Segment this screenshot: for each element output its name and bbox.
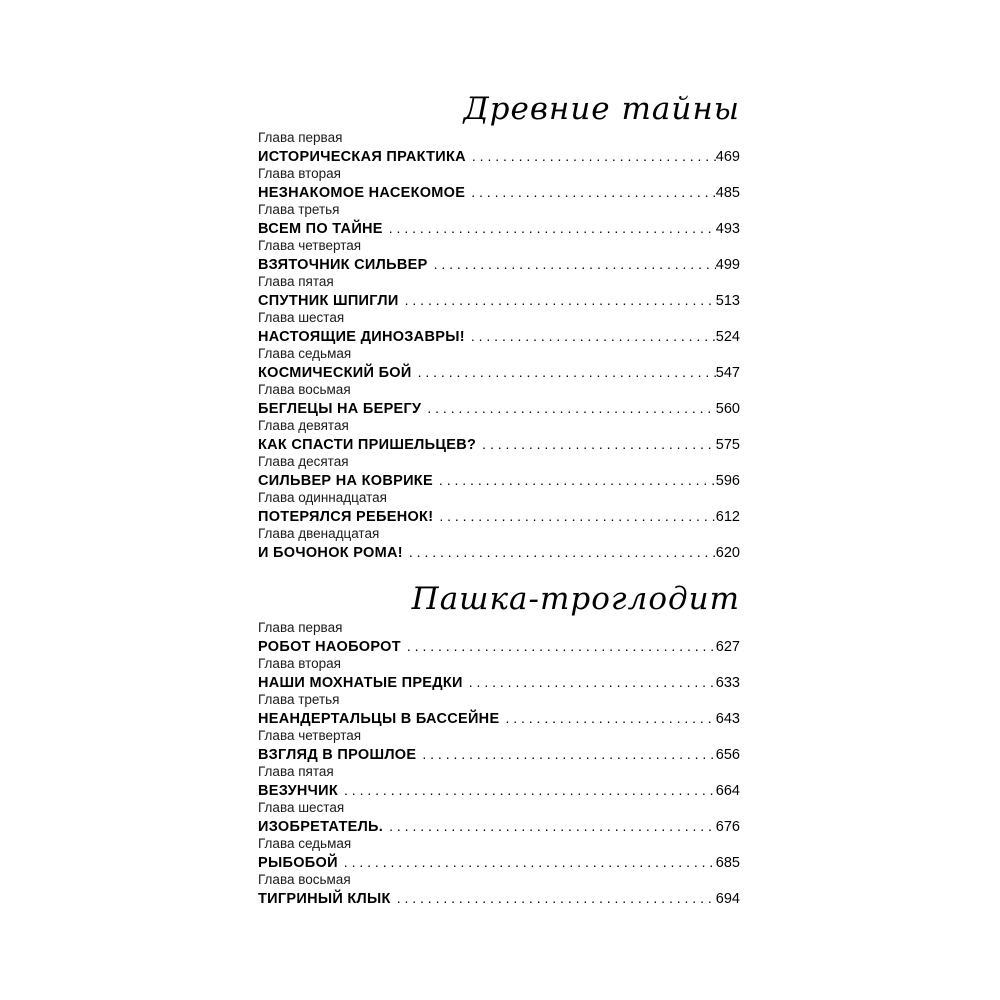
chapter-entry [258, 130, 740, 166]
chapter-title: НЕЗНАКОМОЕ НАСЕКОМОЕ [258, 185, 466, 201]
chapter-entry [258, 728, 740, 764]
toc-section-pashka-troglodyte [258, 580, 740, 908]
chapter-title: ВЕЗУНЧИК [258, 783, 339, 799]
page-number: 664 [715, 783, 740, 799]
dot-leader [463, 672, 716, 692]
chapter-line [258, 636, 740, 656]
page-number: 547 [715, 365, 740, 381]
chapter-entry [258, 620, 740, 656]
dot-leader [338, 852, 716, 872]
dot-leader [383, 816, 716, 836]
section-title: Пашка-троглодит [411, 581, 740, 617]
page-number: 524 [715, 329, 740, 345]
page-number: 620 [715, 545, 740, 561]
dot-leader [416, 744, 715, 764]
chapter-title: КАК СПАСТИ ПРИШЕЛЬЦЕВ? [258, 437, 477, 453]
chapter-number-label: Глава пятая [258, 764, 334, 779]
chapter-title: КОСМИЧЕСКИЙ БОЙ [258, 365, 412, 381]
dot-leader [433, 470, 716, 490]
page-number: 694 [715, 891, 740, 907]
chapter-number-label: Глава третья [258, 692, 340, 707]
dot-leader [465, 326, 716, 346]
chapter-title: НЕАНДЕРТАЛЬЦЫ В БАССЕЙНЕ [258, 711, 500, 727]
chapter-entry [258, 836, 740, 872]
chapter-title: ИЗОБРЕТАТЕЛЬ. [258, 819, 384, 835]
dot-leader [499, 708, 715, 728]
chapter-title: НАШИ МОХНАТЫЕ ПРЕДКИ [258, 675, 463, 691]
page-number: 656 [715, 747, 740, 763]
page-number: 685 [715, 855, 740, 871]
chapter-line [258, 146, 740, 166]
chapter-entry [258, 872, 740, 908]
chapter-entry [258, 166, 740, 202]
chapter-line [258, 362, 740, 382]
toc-section-ancient-secrets [258, 90, 740, 562]
chapter-number-label: Глава девятая [258, 418, 349, 433]
chapter-number-label: Глава первая [258, 620, 343, 635]
dot-leader [465, 182, 716, 202]
chapter-number-label: Глава четвертая [258, 728, 362, 743]
table-of-contents [258, 0, 740, 1000]
chapter-line [258, 254, 740, 274]
chapter-number-label: Глава седьмая [258, 836, 352, 851]
section-title: Древние тайны [463, 91, 740, 127]
chapter-entry [258, 454, 740, 490]
chapter-line [258, 852, 740, 872]
chapter-line [258, 542, 740, 562]
chapter-line [258, 434, 740, 454]
dot-leader [466, 146, 716, 166]
dot-leader [403, 542, 716, 562]
dot-leader [399, 290, 716, 310]
chapter-line [258, 816, 740, 836]
page-number: 513 [715, 293, 740, 309]
chapter-number-label: Глава седьмая [258, 346, 352, 361]
chapter-line [258, 326, 740, 346]
chapter-title: НАСТОЯЩИЕ ДИНОЗАВРЫ! [258, 329, 465, 345]
chapter-number-label: Глава вторая [258, 166, 341, 181]
chapter-line [258, 398, 740, 418]
chapter-number-label: Глава пятая [258, 274, 334, 289]
chapter-title: РЫБОБОЙ [258, 855, 338, 871]
chapter-line [258, 218, 740, 238]
chapter-entry [258, 238, 740, 274]
chapter-entry [258, 346, 740, 382]
chapter-entry [258, 764, 740, 800]
chapter-number-label: Глава десятая [258, 454, 349, 469]
chapter-number-label: Глава двенадцатая [258, 526, 380, 541]
page-number: 575 [715, 437, 740, 453]
chapter-number-label: Глава вторая [258, 656, 341, 671]
chapter-number-label: Глава одиннадцатая [258, 490, 387, 505]
page-number: 633 [715, 675, 740, 691]
page-number: 643 [715, 711, 740, 727]
chapter-line [258, 182, 740, 202]
chapter-entry [258, 526, 740, 562]
chapter-line [258, 744, 740, 764]
chapter-title: ВЗГЛЯД В ПРОШЛОЕ [258, 747, 417, 763]
page-number: 596 [715, 473, 740, 489]
chapter-entry [258, 656, 740, 692]
chapter-entry [258, 490, 740, 526]
chapter-line [258, 780, 740, 800]
dot-leader [421, 398, 715, 418]
chapter-entry [258, 800, 740, 836]
chapter-list [258, 620, 740, 908]
dot-leader [428, 254, 716, 274]
page-number: 485 [715, 185, 740, 201]
dot-leader [476, 434, 716, 454]
page-number: 493 [715, 221, 740, 237]
dot-leader [338, 780, 716, 800]
chapter-title: СПУТНИК ШПИГЛИ [258, 293, 399, 309]
chapter-line [258, 470, 740, 490]
dot-leader [433, 506, 715, 526]
chapter-title: ВЗЯТОЧНИК СИЛЬВЕР [258, 257, 428, 273]
page-number: 469 [715, 149, 740, 165]
dot-leader [412, 362, 716, 382]
chapter-line [258, 506, 740, 526]
chapter-title: СИЛЬВЕР НА КОВРИКЕ [258, 473, 433, 489]
dot-leader [391, 888, 716, 908]
chapter-line [258, 888, 740, 908]
page-number: 499 [715, 257, 740, 273]
page-number: 676 [715, 819, 740, 835]
chapter-title: ИСТОРИЧЕСКАЯ ПРАКТИКА [258, 149, 466, 165]
chapter-line [258, 672, 740, 692]
chapter-entry [258, 310, 740, 346]
chapter-number-label: Глава шестая [258, 800, 345, 815]
chapter-title: ПОТЕРЯЛСЯ РЕБЕНОК! [258, 509, 434, 525]
chapter-list [258, 130, 740, 562]
chapter-entry [258, 418, 740, 454]
chapter-entry [258, 202, 740, 238]
chapter-title: И БОЧОНОК РОМА! [258, 545, 403, 561]
chapter-line [258, 290, 740, 310]
chapter-entry [258, 692, 740, 728]
page-number: 560 [715, 401, 740, 417]
dot-leader [401, 636, 716, 656]
dot-leader [383, 218, 716, 238]
page-number: 627 [715, 639, 740, 655]
chapter-number-label: Глава четвертая [258, 238, 362, 253]
chapter-entry [258, 382, 740, 418]
chapter-number-label: Глава шестая [258, 310, 345, 325]
chapter-title: РОБОТ НАОБОРОТ [258, 639, 401, 655]
chapter-number-label: Глава восьмая [258, 382, 351, 397]
chapter-title: ТИГРИНЫЙ КЛЫК [258, 891, 391, 907]
chapter-number-label: Глава восьмая [258, 872, 351, 887]
page-number: 612 [715, 509, 740, 525]
chapter-number-label: Глава первая [258, 130, 343, 145]
chapter-title: ВСЕМ ПО ТАЙНЕ [258, 221, 383, 237]
chapter-entry [258, 274, 740, 310]
chapter-number-label: Глава третья [258, 202, 340, 217]
chapter-title: БЕГЛЕЦЫ НА БЕРЕГУ [258, 401, 422, 417]
chapter-line [258, 708, 740, 728]
